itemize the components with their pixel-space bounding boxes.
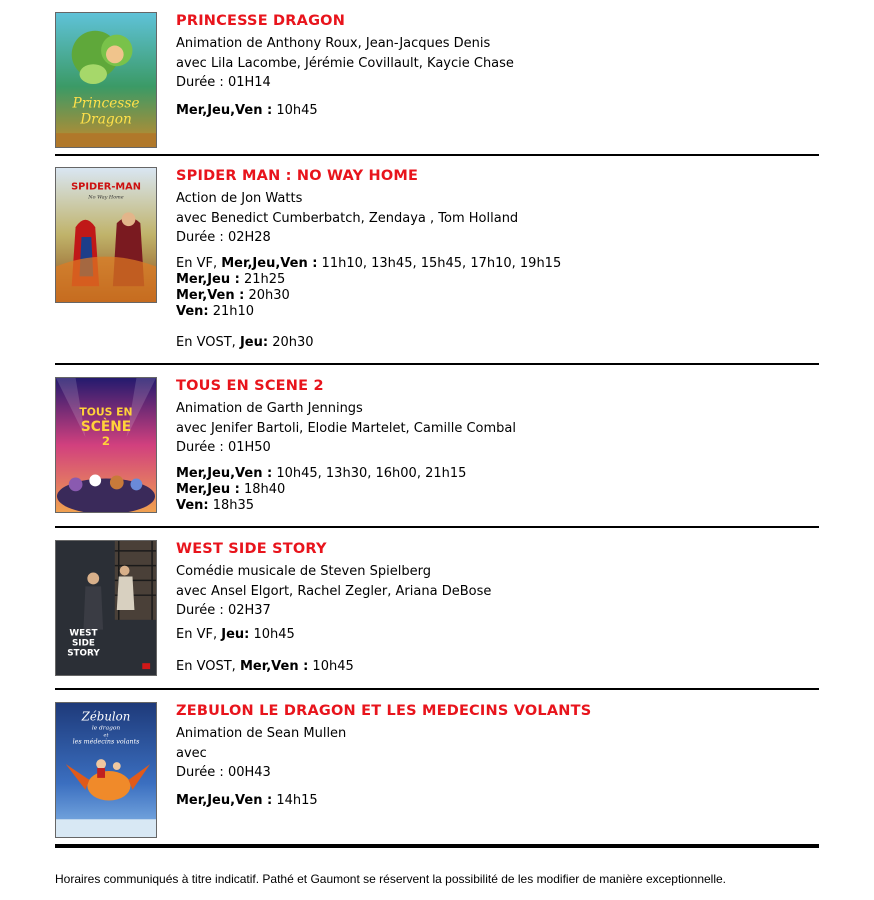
movie-cast: avec Ansel Elgort, Rachel Zegler, Ariana DeBose (176, 583, 492, 599)
showtime-row-vost (176, 659, 816, 675)
showtime-times: 10h45 (308, 658, 354, 674)
poster-zebulon[interactable] (55, 702, 157, 838)
showtime-row (176, 482, 816, 498)
showtime-row (176, 498, 816, 514)
separator (55, 154, 819, 156)
showtime-days: Mer,Ven : (239, 658, 309, 674)
showtime-row (176, 791, 816, 811)
movie-duration: Durée : 02H37 (176, 603, 271, 618)
movie-cast: avec Jenifer Bartoli, Elodie Martelet, Camille Combal (176, 420, 517, 436)
showtime-times: 20h30 (268, 334, 314, 350)
showtime-times: 10h45 (272, 102, 318, 118)
showtime-row (176, 466, 816, 482)
poster-tous-en-scene-2[interactable] (55, 377, 157, 513)
poster-princesse-dragon-title1: Princesse (72, 95, 140, 112)
movie-duration: Durée : 02H28 (176, 230, 271, 245)
movie-genre-director: Animation de Sean Mullen (176, 726, 347, 741)
showtime-days: Mer,Jeu,Ven : (176, 465, 273, 481)
showtime-row (176, 627, 816, 643)
poster-spider-man-title: SPIDER-MAN (71, 181, 141, 193)
showtime-row (176, 304, 816, 320)
movie-cast: avec Lila Lacombe, Jérémie Covillault, Kaycie Chase (176, 55, 514, 71)
movie-title[interactable]: PRINCESSE DRAGON (176, 13, 346, 29)
poster-west-side-story-title2: SIDE (71, 638, 95, 649)
separator (55, 526, 819, 528)
separator-bottom (55, 844, 819, 848)
movie-genre-director: Animation de Garth Jennings (176, 401, 363, 416)
showtime-days: Mer,Ven : (176, 287, 245, 303)
movie-info (176, 12, 816, 120)
movie-duration: Durée : 01H14 (176, 75, 271, 90)
poster-zebulon-title1: Zébulon (81, 709, 131, 724)
poster-tous-en-scene-art (56, 378, 156, 512)
separator (55, 363, 819, 365)
movie-genre-director: Action de Jon Watts (176, 191, 303, 206)
poster-tous-en-scene-title2: SCÈNE (80, 419, 132, 436)
footer-disclaimer: Horaires communiqués à titre indicatif. Pathé et Gaumont se réservent la possibilité de les modifier de manière exceptionnelle. (55, 872, 727, 886)
poster-princesse-dragon-art (56, 13, 156, 147)
poster-zebulon-title2: le dragon (91, 725, 121, 732)
poster-spider-man-art (56, 168, 156, 302)
showtime-times: 18h40 (239, 481, 286, 497)
movie-info (176, 167, 816, 351)
movie-title[interactable]: ZEBULON LE DRAGON ET LES MEDECINS VOLANTS (176, 703, 592, 719)
showtime-times: 20h30 (244, 287, 290, 303)
showtime-times: 21h10 (208, 303, 255, 319)
poster-west-side-story-art (56, 541, 156, 675)
showtime-days: Mer,Jeu,Ven : (176, 102, 273, 118)
movie-duration: Durée : 00H43 (176, 765, 271, 780)
showtime-days: Jeu: (239, 334, 269, 350)
movie-title[interactable]: SPIDER MAN : NO WAY HOME (176, 168, 419, 184)
poster-princesse-dragon[interactable] (55, 12, 157, 148)
movie-genre-director: Animation de Anthony Roux, Jean-Jacques Denis (176, 36, 491, 51)
movie-duration: Durée : 01H50 (176, 440, 271, 455)
version-label-vost: En VOST, (176, 334, 240, 350)
poster-spider-man-subtitle: No Way Home (88, 194, 124, 201)
showtime-times: 10h45 (249, 626, 295, 642)
movie-info (176, 540, 816, 675)
showtime-times: 14h15 (272, 792, 318, 808)
showtime-row (176, 101, 816, 121)
poster-tous-en-scene-number: 2 (101, 433, 111, 449)
showtime-row (176, 256, 816, 272)
showtime-times: 18h35 (208, 497, 255, 513)
movie-cast: avec Benedict Cumberbatch, Zendaya , Tom Holland (176, 210, 519, 226)
showtime-days: Mer,Jeu,Ven : (176, 792, 273, 808)
poster-zebulon-title3: et (103, 732, 109, 739)
version-label-vost: En VOST, (176, 658, 240, 674)
poster-tous-en-scene-title1: TOUS EN (79, 405, 133, 419)
showtime-row (176, 272, 816, 288)
version-label-vf: En VF, (176, 255, 222, 271)
showtime-days: Mer,Jeu : (176, 481, 240, 497)
showtime-row-vost (176, 335, 816, 351)
showtime-days: Ven: (176, 497, 209, 513)
movie-info (176, 377, 816, 514)
showtime-days: Ven: (176, 303, 209, 319)
poster-princesse-dragon-title2: Dragon (80, 111, 132, 128)
poster-west-side-story[interactable] (55, 540, 157, 676)
movie-title[interactable]: TOUS EN SCENE 2 (176, 378, 324, 394)
showtime-times: 10h45, 13h30, 16h00, 21h15 (272, 465, 467, 481)
showtime-times: 21h25 (239, 271, 286, 287)
movie-info (176, 702, 816, 810)
poster-zebulon-art (56, 703, 156, 837)
showtime-times: 11h10, 13h45, 15h45, 17h10, 19h15 (317, 255, 562, 271)
showtime-days: Jeu: (221, 626, 250, 642)
showtime-days: Mer,Jeu : (176, 271, 240, 287)
showtime-row (176, 288, 816, 304)
showtime-days: Mer,Jeu,Ven : (221, 255, 318, 271)
movie-title[interactable]: WEST SIDE STORY (176, 541, 327, 557)
poster-west-side-story-title1: WEST (69, 628, 98, 639)
movie-cast: avec (176, 745, 207, 761)
poster-spider-man[interactable] (55, 167, 157, 303)
separator (55, 688, 819, 690)
movie-genre-director: Comédie musicale de Steven Spielberg (176, 564, 431, 579)
version-label-vf: En VF, (176, 626, 222, 642)
poster-zebulon-title4: les médecins volants (72, 737, 140, 746)
poster-west-side-story-title3: STORY (67, 648, 100, 659)
